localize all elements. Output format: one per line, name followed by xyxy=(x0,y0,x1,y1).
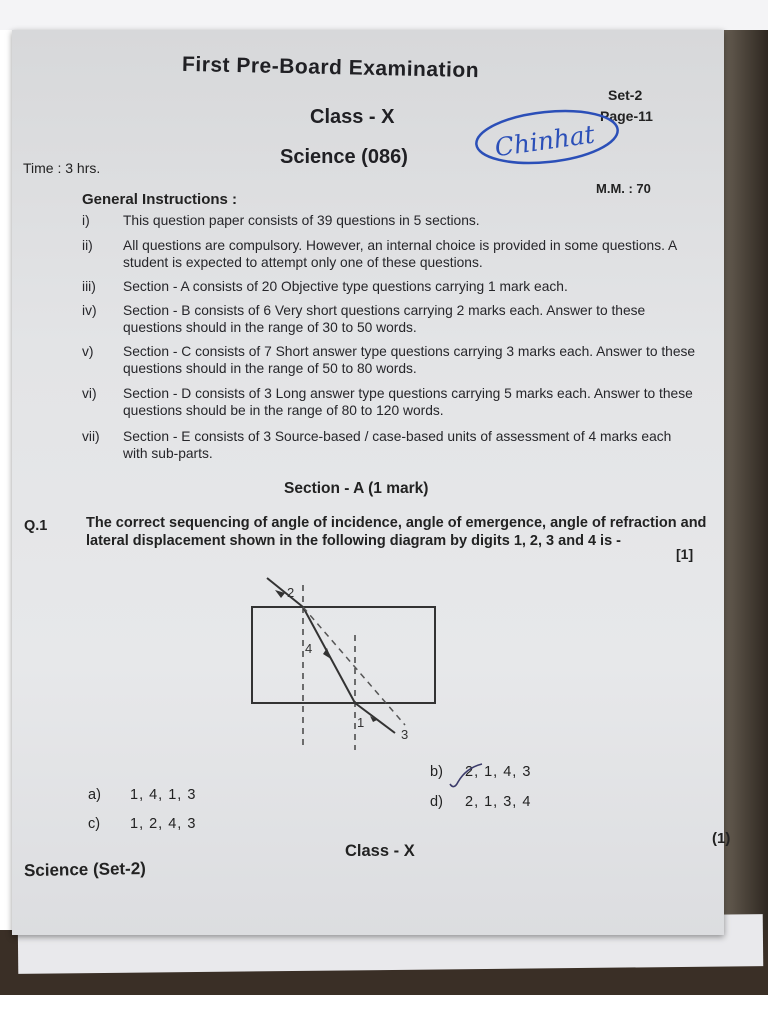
option-d xyxy=(430,794,630,814)
instruction-text: All questions are compulsory. However, an internal choice is provided in some questions. A student is expected to attempt only one of these questions. xyxy=(123,238,677,270)
page-count-label: Page-11 xyxy=(600,108,653,124)
background-bottom xyxy=(0,995,768,1024)
answer-tick-mark xyxy=(448,762,488,792)
instruction-text: Section - E consists of 3 Source-based / case-based units of assessment of 4 marks each with sub-parts. xyxy=(123,429,672,461)
instruction-number: vii) xyxy=(82,429,100,444)
option-label: c) xyxy=(88,816,101,832)
question-marks: [1] xyxy=(676,546,694,562)
exam-title: First Pre-Board Examination xyxy=(181,52,480,83)
label-2: 2 xyxy=(287,585,295,600)
instruction-number: iii) xyxy=(82,279,96,294)
footer-page-number: (1) xyxy=(712,830,731,847)
desk-edge-right xyxy=(718,30,768,940)
background-top xyxy=(0,0,768,30)
question-text: The correct sequencing of angle of incidence, angle of emergence, angle of refraction and lateral displacement shown in the following diagram by digits 1, 2, 3 and 4 is - xyxy=(86,515,707,549)
label-1: 1 xyxy=(357,715,365,730)
instruction-text: Section - A consists of 20 Objective type questions carrying 1 mark each. xyxy=(123,279,568,294)
option-value: 1, 2, 4, 3 xyxy=(130,816,197,832)
instruction-item xyxy=(82,428,702,464)
instruction-number: i) xyxy=(82,213,90,228)
option-value: 1, 4, 1, 3 xyxy=(130,787,197,803)
instruction-text: Section - D consists of 3 Long answer type questions carrying 5 marks each. Answer to these questions should be in the range of 80 to 120 words. xyxy=(123,386,693,418)
instructions-heading: General Instructions : xyxy=(82,191,238,208)
instruction-item xyxy=(82,237,702,273)
extended-incident-ray xyxy=(303,607,405,725)
footer-class: Class - X xyxy=(345,842,415,860)
footer-subject: Science (Set-2) xyxy=(23,858,147,881)
option-value: 2, 1, 4, 3 xyxy=(465,764,532,780)
option-value: 2, 1, 3, 4 xyxy=(465,794,532,810)
refracted-arrow xyxy=(323,648,331,659)
instruction-item xyxy=(82,343,702,379)
question-number: Q.1 xyxy=(24,518,48,534)
set-label: Set-2 xyxy=(608,87,643,103)
incident-ray xyxy=(267,578,303,607)
option-c xyxy=(88,816,288,836)
option-label: b) xyxy=(430,764,443,780)
class-heading: Class - X xyxy=(310,106,395,128)
max-marks-label: M.M. : 70 xyxy=(596,181,651,196)
instruction-item xyxy=(82,212,702,232)
section-heading: Section - A (1 mark) xyxy=(284,480,429,497)
option-label: d) xyxy=(430,794,443,810)
instruction-item xyxy=(82,278,702,298)
instruction-text: Section - B consists of 6 Very short questions carrying 2 marks each. Answer to these questions should in the range of 30 to 50 words. xyxy=(123,303,646,335)
instruction-number: v) xyxy=(82,344,94,359)
label-3: 3 xyxy=(401,727,409,742)
instruction-number: iv) xyxy=(82,303,97,318)
handwritten-stamp xyxy=(472,107,624,169)
instruction-number: ii) xyxy=(82,238,93,253)
time-label: Time : 3 hrs. xyxy=(23,160,101,176)
glass-slab xyxy=(252,607,435,703)
subject-heading: Science (086) xyxy=(280,146,408,168)
instruction-text: Section - C consists of 7 Short answer type questions carrying 3 marks each. Answer to these questions should in the range of 50 to 80 words. xyxy=(123,344,696,376)
instruction-number: vi) xyxy=(82,386,97,401)
stamp-text: Chinhat xyxy=(492,119,597,163)
instruction-text: This question paper consists of 39 questions in 5 sections. xyxy=(123,213,480,228)
instruction-item xyxy=(82,385,702,421)
instruction-item xyxy=(82,302,702,338)
option-a xyxy=(88,787,288,807)
option-label: a) xyxy=(88,787,101,803)
label-4: 4 xyxy=(305,641,313,656)
refraction-diagram xyxy=(245,575,445,755)
